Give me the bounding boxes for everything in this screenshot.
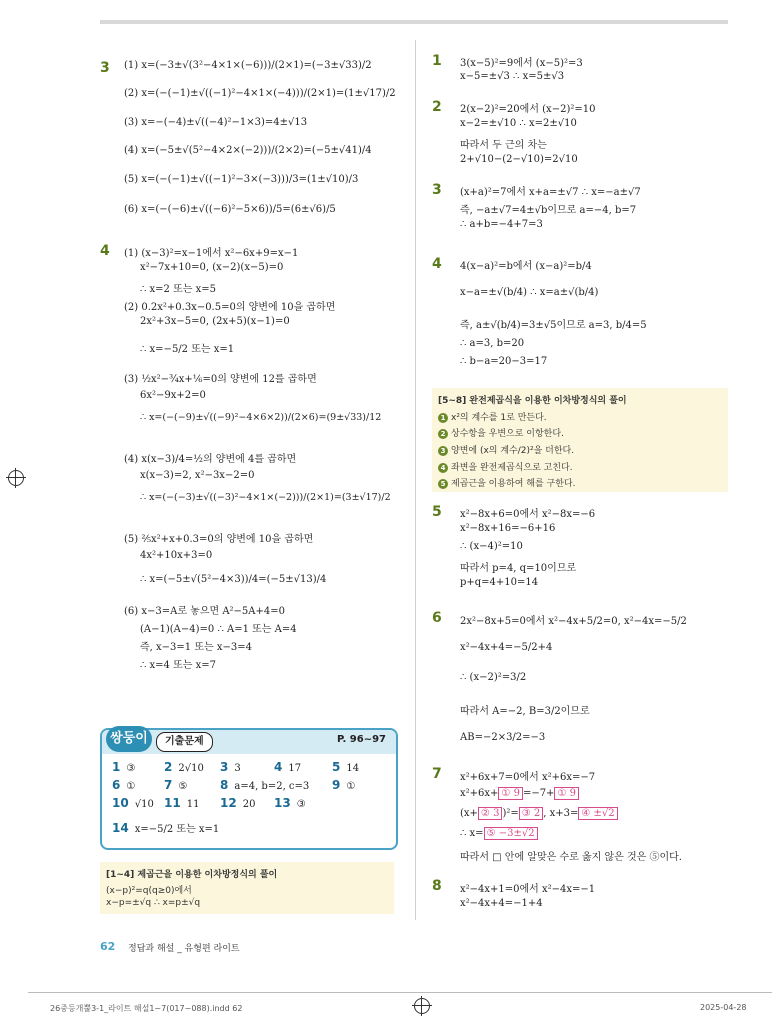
- question-number: 3: [100, 60, 110, 76]
- blank-box: ④ ±√2: [578, 807, 617, 820]
- q4-line: (5) ⅖x²+x+0.3=0의 양변에 10을 곱하면: [124, 534, 314, 545]
- note-box-right: [432, 388, 728, 492]
- q8-line: x²−4x+1=0에서 x²−4x=−1: [460, 884, 596, 895]
- q3-line: (x+a)²=7에서 x+a=±√7 ∴ x=−a±√7: [460, 187, 641, 198]
- answer-item: 8 a=4, b=2, c=3: [220, 778, 310, 792]
- exam-title: 기출문제: [156, 732, 213, 752]
- file-info: 26중등개뿔3-1_라이트 해설1~7(017~088).indd 62: [50, 1004, 243, 1013]
- q7-line: (x+ ② 3 )²= ③ 2 , x+3= ④ ±√2: [460, 808, 618, 819]
- question-number: 2: [432, 99, 442, 115]
- answer-item: 9 ①: [332, 778, 356, 792]
- q4-line: ∴ x=2 또는 x=5: [140, 284, 216, 295]
- q4r-line: 즉, a±√(b/4)=3±√5이므로 a=3, b/4=5: [460, 320, 647, 331]
- print-date: 2025-04-28: [700, 1003, 747, 1012]
- question-number: 8: [432, 878, 442, 894]
- q7-line: x²+6x+ ① 9 =−7+ ① 9: [460, 788, 579, 799]
- q2-line: 2+√10−(2−√10)=2√10: [460, 154, 578, 165]
- q5-line: x²−8x+6=0에서 x²−8x=−6: [460, 509, 596, 520]
- answer-item: 2 2√10: [164, 760, 204, 774]
- note-line: (x−p)²=q(q≥0)에서: [106, 886, 192, 896]
- q5-line: ∴ (x−4)²=10: [460, 541, 523, 552]
- note-step: 2 상수항을 우변으로 이항한다.: [438, 426, 564, 439]
- bottom-rule: [28, 992, 772, 993]
- answer-item: 7 ⑤: [164, 778, 188, 792]
- q4-line: ∴ x=(−5±√(5²−4×3))/4=(−5±√13)/4: [140, 574, 327, 585]
- q4r-line: ∴ a=3, b=20: [460, 338, 525, 349]
- blank-box: ① 9: [498, 787, 523, 800]
- step-badge: 5: [438, 479, 448, 489]
- step-badge: 2: [438, 429, 448, 439]
- q4-line: (4) x(x−3)/4=½의 양변에 4를 곱하면: [124, 454, 297, 465]
- blank-box: ② 3: [478, 807, 503, 820]
- note-title: [5~8] 완전제곱식을 이용한 이차방정식의 풀이: [438, 396, 627, 406]
- q4-line: (6) x−3=A로 놓으면 A²−5A+4=0: [124, 606, 285, 617]
- note-box-left: [100, 862, 394, 914]
- footer-title: 정답과 해설 _ 유형편 라이트: [128, 944, 240, 954]
- answer-item: 3 3: [220, 760, 241, 774]
- exam-page-range: P. 96~97: [337, 734, 386, 745]
- q2-line: 2(x−2)²=20에서 (x−2)²=10: [460, 104, 596, 115]
- q4-line: 2x²+3x−5=0, (2x+5)(x−1)=0: [140, 316, 290, 327]
- q2-line: 따라서 두 근의 차는: [460, 140, 547, 151]
- q4-line: (3) ½x²−¾x+⅙=0의 양변에 12를 곱하면: [124, 374, 317, 385]
- answer-item: 5 14: [332, 760, 360, 774]
- question-number: 1: [432, 53, 442, 69]
- step-badge: 3: [438, 446, 448, 456]
- q5-line: p+q=4+10=14: [460, 577, 539, 588]
- note-step: 1 x²의 계수를 1로 만든다.: [438, 410, 547, 423]
- q3-line: 즉, −a±√7=4±√b이므로 a=−4, b=7: [460, 205, 637, 216]
- answer-item: 13 ③: [274, 796, 306, 810]
- answer-item: 14 x=−5/2 또는 x=1: [112, 821, 220, 835]
- answer-item: 6 ①: [112, 778, 136, 792]
- question-number: 6: [432, 610, 442, 626]
- note-step: 5 제곱근을 이용하여 해를 구한다.: [438, 476, 575, 489]
- step-badge: 1: [438, 413, 448, 423]
- registration-mark-icon: [414, 998, 430, 1014]
- column-divider: [415, 40, 416, 920]
- q4-line: (2) 0.2x²+0.3x−0.5=0의 양변에 10을 곱하면: [124, 302, 336, 313]
- q4-line: ∴ x=4 또는 x=7: [140, 660, 216, 671]
- question-number: 4: [100, 243, 110, 259]
- question-number: 7: [432, 766, 442, 782]
- question-number: 5: [432, 504, 442, 520]
- question-number: 4: [432, 256, 442, 272]
- q3-item: (1) x=(−3±√(3²−4×1×(−6)))/(2×1)=(−3±√33)/2: [124, 60, 372, 71]
- q6-line: AB=−2×3/2=−3: [460, 732, 546, 743]
- q3-item: (2) x=(−(−1)±√((−1)²−4×1×(−4)))/(2×1)=(1±√17)/2: [124, 88, 396, 99]
- q4r-line: ∴ b−a=20−3=17: [460, 356, 548, 367]
- q4-line: 즉, x−3=1 또는 x−3=4: [140, 642, 252, 653]
- q6-line: ∴ (x−2)²=3/2: [460, 672, 527, 683]
- q4r-line: 4(x−a)²=b에서 (x−a)²=b/4: [460, 261, 592, 272]
- q1-line: 3(x−5)²=9에서 (x−5)²=3: [460, 58, 583, 69]
- q3-item: (5) x=(−(−1)±√((−1)²−3×(−3)))/3=(1±√10)/3: [124, 174, 359, 185]
- q7-line: 따라서 □ 안에 알맞은 수로 옳지 않은 것은 ⑤이다.: [460, 852, 682, 863]
- blank-box: ③ 2: [519, 807, 544, 820]
- answer-item: 4 17: [274, 760, 302, 774]
- page-number: 62: [100, 940, 116, 953]
- note-line: x−p=±√q ∴ x=p±√q: [106, 898, 201, 908]
- note-title: [1~4] 제곱근을 이용한 이차방정식의 풀이: [106, 870, 278, 880]
- q4-line: x²−7x+10=0, (x−2)(x−5)=0: [140, 262, 284, 273]
- q7-line: ∴ x= ⑤ −3±√2: [460, 828, 538, 839]
- q3-line: ∴ a+b=−4+7=3: [460, 219, 543, 230]
- q4-line: x(x−3)=2, x²−3x−2=0: [140, 470, 255, 481]
- q7-line: x²+6x+7=0에서 x²+6x=−7: [460, 772, 596, 783]
- question-number: 3: [432, 182, 442, 198]
- answer-item: 12 20: [220, 796, 256, 810]
- answer-item: 10 √10: [112, 796, 154, 810]
- q4-line: 6x²−9x+2=0: [140, 390, 206, 401]
- q6-line: 따라서 A=−2, B=3/2이므로: [460, 706, 590, 717]
- exam-logo: 쌍둥이: [106, 726, 152, 752]
- step-badge: 4: [438, 463, 448, 473]
- q4-line: (A−1)(A−4)=0 ∴ A=1 또는 A=4: [140, 624, 297, 635]
- q3-item: (6) x=(−(−6)±√((−6)²−5×6))/5=(6±√6)/5: [124, 204, 336, 215]
- q5-line: 따라서 p=4, q=10이므로: [460, 563, 577, 574]
- q4-line: (1) (x−3)²=x−1에서 x²−6x+9=x−1: [124, 248, 299, 259]
- blank-box: ⑤ −3±√2: [484, 827, 538, 840]
- q1-line: x−5=±√3 ∴ x=5±√3: [460, 71, 565, 82]
- q8-line: x²−4x+4=−1+4: [460, 898, 543, 909]
- note-step: 3 양변에 (x의 계수/2)²을 더한다.: [438, 443, 574, 456]
- q6-line: 2x²−8x+5=0에서 x²−4x+5/2=0, x²−4x=−5/2: [460, 616, 687, 627]
- top-rule: [100, 20, 728, 24]
- answer-item: 11 11: [164, 796, 200, 810]
- q3-item: (4) x=(−5±√(5²−4×2×(−2)))/(2×2)=(−5±√41)/4: [124, 145, 372, 156]
- q2-line: x−2=±√10 ∴ x=2±√10: [460, 118, 577, 129]
- registration-mark-icon: [8, 470, 24, 486]
- q5-line: x²−8x+16=−6+16: [460, 523, 556, 534]
- q6-line: x²−4x+4=−5/2+4: [460, 642, 553, 653]
- q4r-line: x−a=±√(b/4) ∴ x=a±√(b/4): [460, 287, 599, 298]
- exam-answers-box: [100, 728, 398, 850]
- answer-item: 1 ③: [112, 760, 136, 774]
- q4-line: ∴ x=(−(−3)±√((−3)²−4×1×(−2)))/(2×1)=(3±√17)/2: [140, 492, 391, 503]
- q3-item: (3) x=−(−4)±√((−4)²−1×3)=4±√13: [124, 117, 308, 128]
- q4-line: ∴ x=−5/2 또는 x=1: [140, 344, 235, 355]
- q4-line: ∴ x=(−(−9)±√((−9)²−4×6×2))/(2×6)=(9±√33)/12: [140, 412, 382, 423]
- q4-line: 4x²+10x+3=0: [140, 550, 213, 561]
- blank-box: ① 9: [554, 787, 579, 800]
- note-step: 4 좌변을 완전제곱식으로 고친다.: [438, 460, 573, 473]
